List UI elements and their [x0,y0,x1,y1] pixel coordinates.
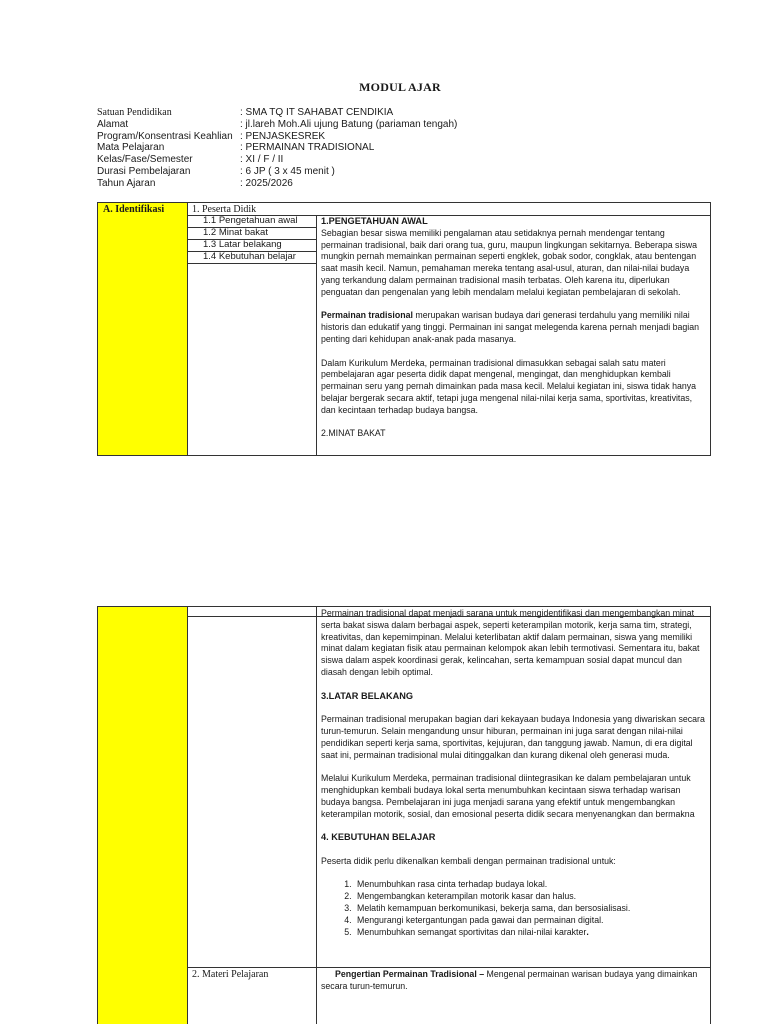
section-label-cell [98,607,188,1024]
sub-item-minat-bakat: 1.2 Minat bakat [203,227,268,238]
info-label: Kelas/Fase/Semester [97,154,193,166]
info-label: Alamat [97,118,129,130]
paragraph: Peserta didik perlu dikenalkan kembali dengan permainan tradisional untuk: [321,855,616,866]
list-item: 4. Mengurangi ketergantungan pada gawai dan permainan digital. [354,915,707,927]
list-item: 1. Menumbuhkan rasa cinta terhadap budaya lokal. [354,879,707,891]
info-value: : SMA TQ IT SAHABAT CENDIKIA [240,107,394,118]
info-row [97,131,457,143]
paragraph: Permainan tradisional merupakan bagian dari kekayaan budaya Indonesia yang diwariskan secara turun-temurun. Selain mengandung unsur hiburan, permainan ini juga sarat dengan nilai-nilai pendidikan seperti kerja sama, sportivitas, kejujuran, dan tanggung jawab. Namun, di era digital saat ini, permainan tradisional mulai ditinggalkan dan kurang dikenal oleh generasi muda. [321,714,705,760]
heading-latar-belakang: 3.LATAR BELAKANG [321,690,414,701]
materi-label: 2. Materi Pelajaran [192,969,269,980]
identification-table [97,202,711,456]
info-row [97,154,457,166]
bold-term: Pengertian Permainan Tradisional – [335,969,485,979]
sub-item-pengetahuan-awal: 1.1 Pengetahuan awal [203,215,298,226]
info-label: Program/Konsentrasi Keahlian [97,130,233,142]
list-item [354,927,707,939]
list-item: 2. Mengembangkan keterampilan motorik kasar dan halus. [354,891,707,903]
identity-info [97,107,457,190]
sub-item-kebutuhan-belajar: 1.4 Kebutuhan belajar [203,251,296,262]
sub-item-latar-belakang: 1.3 Latar belakang [203,239,282,250]
content-cell [321,216,705,440]
list-item-text: Menumbuhkan semangat sportivitas dan nilai-nilai karakter [357,926,587,937]
info-row [97,166,457,178]
row-divider [187,967,710,968]
info-label: Mata Pelajaran [97,142,165,154]
list-item-suffix: . [586,926,589,937]
info-value: : 2025/2026 [240,177,293,189]
column-divider [316,607,317,1024]
identification-table-continued [97,606,711,1024]
section-label: A. Identifikasi [103,204,165,215]
paragraph: Sebagian besar siswa memiliki pengalaman atau setidaknya pernah mendengar tentang permainan tradisional, baik dari orang tua, guru, maupun lingkungan sekitarnya. Beberapa siswa mungkin pernah memainkan permainan seperti engklek, gobak sodor, congklak, atau bentengan saat masih kecil. Namun, pemahaman mereka tentang asal-usul, aturan, dan nilai-nilai budaya yang terkandung dalam permainan tradisional masih terbatas. Oleh karena itu, diperlukan penguatan dan pengenalan yang lebih mendalam melalui kegiatan pembelajaran di sekolah. [321,227,698,297]
page-title: MODUL AJAR [359,80,441,94]
info-label: Tahun Ajaran [97,177,156,189]
content-cell [321,608,707,938]
paragraph: Melalui Kurikulum Merdeka, permainan tradisional diintegrasikan ke dalam pembelajaran untuk menghidupkan kembali budaya lokal serta menumbuhkan kecintaan siswa terhadap warisan budaya bangsa. Pembelajaran ini juga menjadi sarana yang efektif untuk mengembangkan keterampilan motorik, sosial, dan emosional peserta didik secara menyenangkan dan bermakna [321,773,695,819]
list-item: 3. Melatih kemampuan berkomunikasi, bekerja sama, dan bersosialisasi. [354,903,707,915]
column-divider [316,215,317,455]
row-divider [187,263,316,264]
info-row [97,119,457,131]
info-value: : 6 JP ( 3 x 45 menit ) [240,165,335,177]
info-row [97,107,457,119]
paragraph [321,310,705,345]
bold-term: Permainan tradisional [321,310,413,321]
heading-kebutuhan-belajar: 4. KEBUTUHAN BELAJAR [321,832,436,843]
info-value: : jl.lareh Moh.Ali ujung Batung (pariaman tengah) [240,118,458,130]
paragraph-text: merupakan warisan budaya dari generasi terdahulu yang memiliki nilai historis dan edukatif yang tinggi. Permainan ini sangat melegenda karena pernah menjadi bagian penting dari kehidupan anak-anak pada masanya. [321,310,700,344]
info-value: : PENJASKESREK [240,130,326,142]
info-label: Durasi Pembelajaran [97,165,191,177]
heading-minat-bakat: 2.MINAT BAKAT [321,428,386,439]
materi-content-cell [321,969,707,993]
heading-pengetahuan-awal: 1.PENGETAHUAN AWAL [321,216,428,226]
info-label: Satuan Pendidikan [97,107,172,118]
paragraph: Dalam Kurikulum Merdeka, permainan tradisional dimasukkan sebagai salah satu materi pembelajaran agar peserta didik dapat mengenal, mengingat, dan menghidupkan kembali permainan seru yang pernah dimainkan pada masa kecil. Melalui kegiatan ini, siswa tidak hanya belajar bergerak secara aktif, tetapi juga mengenal nilai-nilai kerja sama, sportivitas, kreativitas, dan kecintaan terhadap budaya bangsa. [321,357,697,415]
peserta-didik-label: 1. Peserta Didik [192,204,257,215]
paragraph-text: Mengenal permainan warisan budaya yang dimainkan secara turun-temurun. [321,969,698,991]
info-row [97,142,457,154]
info-row [97,178,457,190]
needs-list [321,879,707,938]
section-label-cell [98,203,188,455]
info-value: : PERMAINAN TRADISIONAL [240,142,375,154]
info-value: : XI / F / II [240,154,284,166]
paragraph [321,969,707,993]
paragraph: Permainan tradisional dapat menjadi sarana untuk mengidentifikasi dan mengembangkan minat serta bakat siswa dalam berbagai aspek, seperti keterampilan motorik, kerja sama tim, strategi, kreativitas, dan kepemimpinan. Melalui keterlibatan aktif dalam permainan, siswa yang memiliki minat dalam kegiatan fisik atau permainan kelompok akan lebih termotivasi. Sementara itu, bakat siswa dalam aspek koordinasi gerak, kelincahan, serta kemampuan sosial dapat muncul dan diasah dengan lebih optimal. [321,608,700,677]
